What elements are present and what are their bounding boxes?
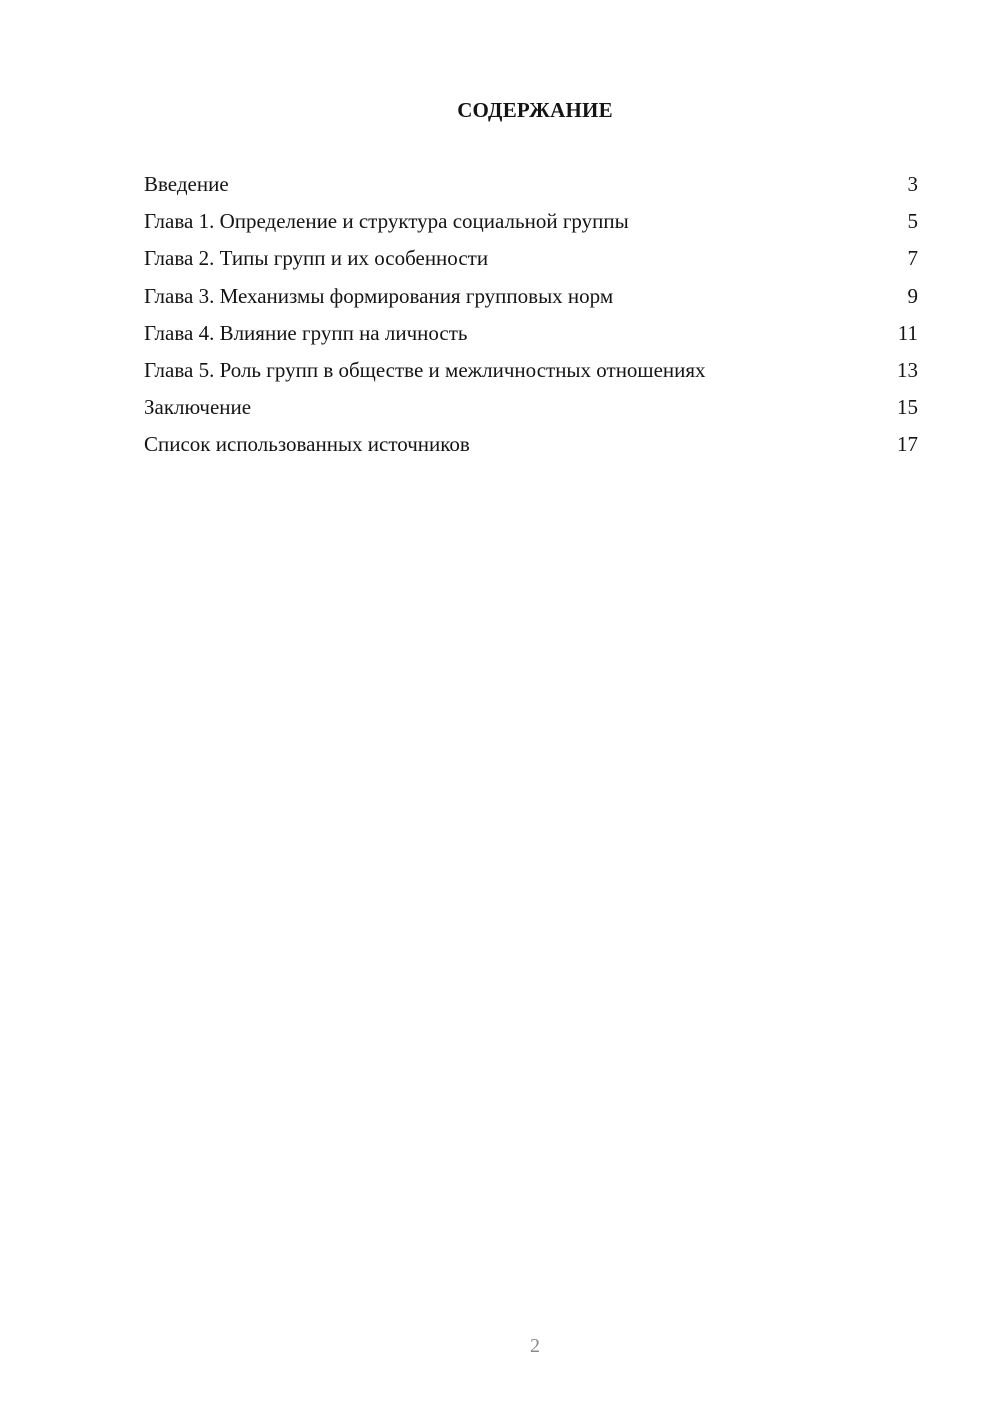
toc-entry-introduction[interactable] [144, 168, 918, 205]
toc-entry-page: 13 [897, 357, 918, 382]
toc-entry-conclusion[interactable] [144, 391, 918, 428]
toc-entry-label: Список использованных источников [144, 432, 470, 457]
toc-entry-chapter-5[interactable] [144, 354, 918, 391]
toc-entry-page: 9 [907, 283, 918, 308]
toc-entry-label: Глава 4. Влияние групп на личность [144, 320, 468, 345]
toc-entry-page: 5 [907, 209, 918, 234]
toc-entry-label: Введение [144, 172, 229, 196]
toc-entry-page: 3 [907, 172, 918, 196]
toc-entry-label: Глава 3. Механизмы формирования групповых норм [144, 283, 614, 308]
toc-entry-label: Глава 2. Типы групп и их особенности [144, 246, 489, 271]
page-number: 2 [530, 1335, 540, 1357]
toc-heading: СОДЕРЖАНИЕ [457, 98, 613, 122]
toc-entry-label: Заключение [144, 395, 252, 420]
table-of-contents [144, 168, 918, 466]
toc-entry-chapter-2[interactable] [144, 242, 918, 279]
toc-entry-page: 17 [897, 432, 918, 457]
toc-entry-label: Глава 5. Роль групп в обществе и межличностных отношениях [144, 357, 706, 382]
toc-entry-page: 15 [897, 395, 918, 420]
toc-entry-chapter-3[interactable] [144, 280, 918, 317]
toc-entry-page: 7 [907, 246, 918, 271]
toc-entry-label: Глава 1. Определение и структура социальной группы [144, 209, 629, 234]
toc-entry-chapter-4[interactable] [144, 317, 918, 354]
toc-entry-references[interactable] [144, 428, 918, 465]
toc-entry-chapter-1[interactable] [144, 205, 918, 242]
toc-entry-page: 11 [897, 320, 918, 345]
